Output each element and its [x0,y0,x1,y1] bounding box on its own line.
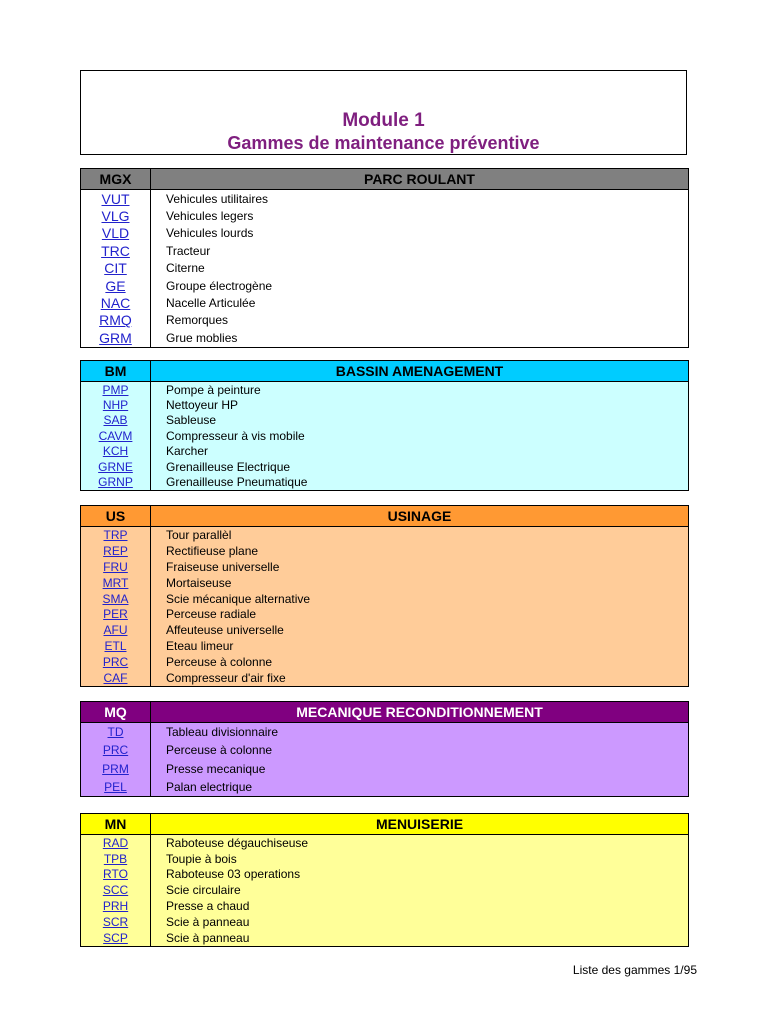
table-row [81,444,689,459]
description-cell: Raboteuse dégauchiseuse [151,835,689,851]
description-cell: Vehicules legers [151,207,689,224]
table-row [81,329,689,347]
code-link[interactable]: PEL [104,780,127,795]
description-cell: Rectifieuse plane [151,543,689,559]
code-link[interactable]: TRC [101,242,130,259]
section-table-us [80,505,689,687]
code-link[interactable]: PER [103,607,128,622]
code-link[interactable]: ETL [104,639,127,654]
code-link[interactable]: GRNP [98,475,133,490]
description-cell: Grenailleuse Electrique [151,459,689,474]
table-row [81,527,689,543]
code-cell [81,867,151,883]
code-cell [81,575,151,591]
table-row [81,543,689,559]
section-header [81,506,689,527]
section-header [81,169,689,190]
code-cell [81,914,151,930]
code-link[interactable]: NAC [100,295,131,312]
code-link[interactable]: REP [103,543,128,558]
code-cell [81,190,151,208]
table-row [81,638,689,654]
code-link[interactable]: SCP [103,930,128,945]
description-cell: Tableau divisionnaire [151,723,689,742]
description-cell: Scie à panneau [151,930,689,946]
description-cell: Vehicules lourds [151,225,689,242]
table-row [81,207,689,224]
description-cell: Presse mecanique [151,760,689,778]
code-link[interactable]: SMA [102,591,129,606]
section-title: PARC ROULANT [151,169,689,190]
code-cell [81,428,151,443]
code-link[interactable]: VLG [101,208,130,225]
code-cell [81,397,151,412]
section-table-bm [80,360,689,491]
description-cell: Pompe à peinture [151,382,689,398]
code-link[interactable]: PRC [102,743,129,758]
code-cell [81,277,151,294]
description-cell: Scie mécanique alternative [151,591,689,607]
section-code: BM [81,361,151,382]
table-row [81,397,689,412]
description-cell: Compresseur d'air fixe [151,670,689,686]
section-header [81,702,689,723]
code-cell [81,778,151,797]
description-cell: Scie circulaire [151,882,689,898]
section-title: MENUISERIE [151,814,689,835]
code-cell [81,312,151,329]
code-cell [81,459,151,474]
description-cell: Nacelle Articulée [151,294,689,311]
table-row [81,225,689,242]
description-cell: Remorques [151,312,689,329]
code-link[interactable]: CIT [104,260,127,277]
description-cell: Karcher [151,444,689,459]
table-row [81,242,689,259]
code-cell [81,260,151,277]
description-cell: Eteau limeur [151,638,689,654]
section-code: MGX [81,169,151,190]
section-header [81,814,689,835]
module-subtitle: Gammes de maintenance préventive [227,133,540,153]
code-link[interactable]: PRH [102,899,129,914]
table-row [81,778,689,797]
description-cell: Compresseur à vis mobile [151,428,689,443]
code-cell [81,741,151,759]
code-link[interactable]: TRP [103,527,128,542]
code-cell [81,622,151,638]
code-link[interactable]: PMP [102,382,129,397]
table-row [81,835,689,851]
code-link[interactable]: SCR [102,914,129,929]
table-row [81,428,689,443]
section-header [81,361,689,382]
code-link[interactable]: VLD [101,225,130,242]
code-cell [81,444,151,459]
code-cell [81,559,151,575]
description-cell: Groupe électrogène [151,277,689,294]
code-cell [81,606,151,622]
code-link[interactable]: CAF [103,670,128,685]
table-row [81,474,689,490]
table-row [81,190,689,208]
code-cell [81,543,151,559]
code-link[interactable]: GRNE [98,459,133,474]
table-row [81,898,689,914]
section-table-mgx [80,168,689,348]
code-cell [81,930,151,946]
section-title: MECANIQUE RECONDITIONNEMENT [151,702,689,723]
code-link[interactable]: CAVM [98,428,133,443]
code-link[interactable]: GRM [99,329,132,346]
code-cell [81,474,151,490]
code-link[interactable]: RAD [102,835,129,850]
description-cell: Perceuse à colonne [151,741,689,759]
description-cell: Grue moblies [151,329,689,347]
table-row [81,760,689,778]
code-cell [81,329,151,347]
code-cell [81,723,151,742]
description-cell: Affeuteuse universelle [151,622,689,638]
code-link[interactable]: PRM [102,761,129,776]
code-cell [81,638,151,654]
code-cell [81,527,151,543]
code-link[interactable]: KCH [102,444,129,459]
table-row [81,851,689,867]
code-link[interactable]: GE [105,277,126,294]
table-row [81,622,689,638]
table-row [81,294,689,311]
table-row [81,882,689,898]
description-cell: Mortaiseuse [151,575,689,591]
description-cell: Tracteur [151,242,689,259]
code-link[interactable]: AFU [103,623,128,638]
code-link[interactable]: RTO [103,867,128,882]
code-cell [81,882,151,898]
code-cell [81,851,151,867]
section-table-mq [80,701,689,797]
section-code: MQ [81,702,151,723]
section-code: MN [81,814,151,835]
code-cell [81,207,151,224]
description-cell: Toupie à bois [151,851,689,867]
section-table-mn [80,813,689,947]
code-link[interactable]: RMQ [99,312,132,329]
section-title: BASSIN AMENAGEMENT [151,361,689,382]
description-cell: Raboteuse 03 operations [151,867,689,883]
code-cell [81,654,151,670]
table-row [81,260,689,277]
description-cell: Grenailleuse Pneumatique [151,474,689,490]
table-row [81,591,689,607]
table-row [81,741,689,759]
page-footer: Liste des gammes 1/95 [572,963,697,977]
table-row [81,654,689,670]
code-cell [81,294,151,311]
description-cell: Scie à panneau [151,914,689,930]
table-row [81,723,689,742]
table-row [81,914,689,930]
code-cell [81,382,151,398]
table-row [81,413,689,428]
code-cell [81,670,151,686]
code-link[interactable]: TD [107,725,124,740]
code-link[interactable]: SCC [102,883,129,898]
table-row [81,930,689,946]
code-link[interactable]: VUT [101,190,130,207]
module-title: Module 1 [342,110,425,131]
table-row [81,459,689,474]
table-row [81,670,689,686]
table-row [81,312,689,329]
code-link[interactable]: MRT [102,575,129,590]
code-link[interactable]: TPB [103,851,128,866]
code-cell [81,591,151,607]
code-cell [81,898,151,914]
table-row [81,559,689,575]
table-row [81,606,689,622]
description-cell: Tour parallèl [151,527,689,543]
code-link[interactable]: PRC [102,655,129,670]
description-cell: Palan electrique [151,778,689,797]
description-cell: Vehicules utilitaires [151,190,689,208]
description-cell: Nettoyeur HP [151,397,689,412]
code-cell [81,835,151,851]
description-cell: Citerne [151,260,689,277]
description-cell: Perceuse à colonne [151,654,689,670]
description-cell: Perceuse radiale [151,606,689,622]
code-link[interactable]: FRU [103,559,128,574]
code-cell [81,760,151,778]
table-row [81,867,689,883]
description-cell: Fraiseuse universelle [151,559,689,575]
section-code: US [81,506,151,527]
table-row [81,277,689,294]
code-link[interactable]: NHP [102,398,129,413]
description-cell: Sableuse [151,413,689,428]
table-row [81,575,689,591]
code-link[interactable]: SAB [103,413,128,428]
code-cell [81,242,151,259]
section-title: USINAGE [151,506,689,527]
table-row [81,382,689,398]
description-cell: Presse a chaud [151,898,689,914]
code-cell [81,225,151,242]
code-cell [81,413,151,428]
module-title-box [80,70,687,155]
